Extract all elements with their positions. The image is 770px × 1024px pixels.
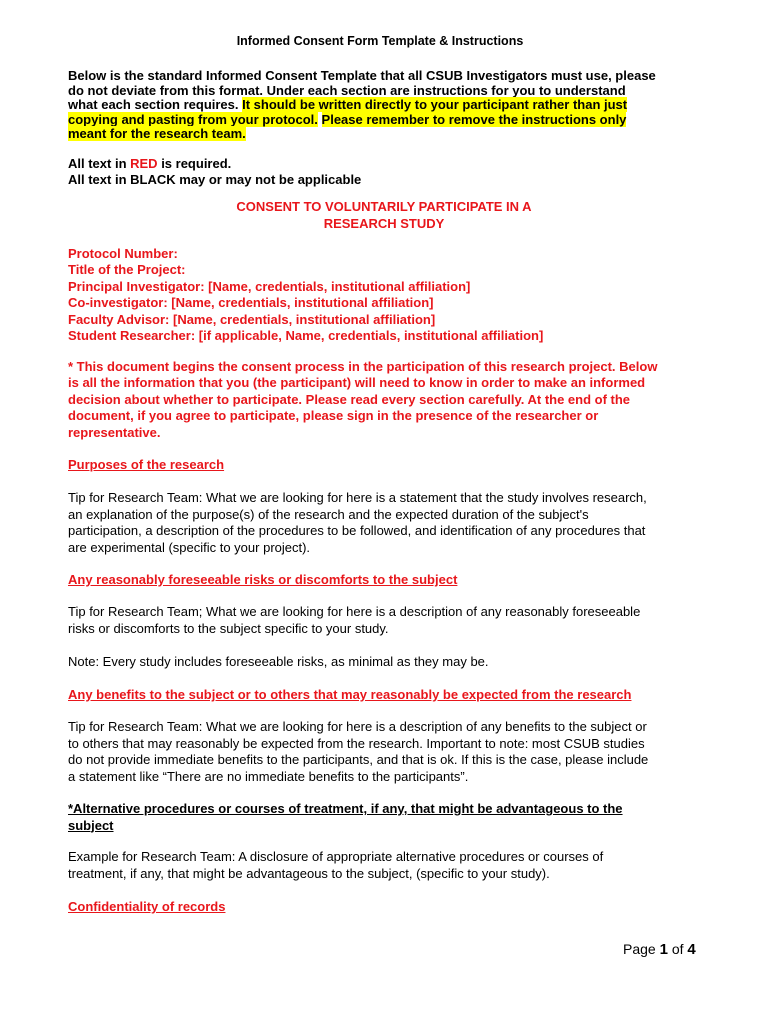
total-pages: 4 <box>687 941 696 958</box>
intro-line <box>68 113 708 128</box>
heading-line: subject <box>68 817 114 833</box>
protocol-info <box>68 246 708 344</box>
risks-note: Note: Every study includes foreseeable risks, as minimal as they may be. <box>68 654 489 669</box>
tip-line: do not provide immediate benefits to the participants, and that is ok. If this is the case, please include <box>68 752 649 767</box>
project-title: Title of the Project: <box>68 262 186 278</box>
notice-line: * This document begins the consent process in the participation of this research project. Below <box>68 359 658 374</box>
legend-red-word: RED <box>130 156 158 171</box>
alternatives-heading <box>68 801 708 834</box>
faculty-advisor: Faculty Advisor: [Name, credentials, institutional affiliation] <box>68 311 436 327</box>
tip-line: Tip for Research Team: What we are looking for here is a description of any benefits to the subject or <box>68 719 647 734</box>
consent-title-line: CONSENT TO VOLUNTARILY PARTICIPATE IN A <box>236 199 532 214</box>
tip-line: Tip for Research Team: What we are looking for here is a statement that the study involves research, <box>68 490 647 505</box>
intro-line: what each section requires. It should be written directly to your participant rather than just <box>68 97 628 113</box>
purposes-heading: Purposes of the research <box>68 457 225 472</box>
notice-line: decision about whether to participate. Please read every section carefully. At the end of the <box>68 391 631 407</box>
intro-paragraph <box>68 69 708 142</box>
co-investigator: Co-investigator: [Name, credentials, institutional affiliation] <box>68 295 434 311</box>
highlighted-instruction: It should be written directly to your participant rather than just <box>242 97 628 113</box>
tip-line: participation, a description of the procedures to be followed, and identification of any procedures that <box>68 523 646 538</box>
color-legend <box>68 156 708 188</box>
tip-line: an explanation of the purpose(s) of the research and the expected duration of the subject's <box>68 506 589 522</box>
heading-line: *Alternative procedures or courses of treatment, if any, that might be advantageous to the <box>68 801 623 816</box>
tip-line: are experimental (specific to your project). <box>68 539 311 555</box>
intro-line <box>68 127 708 142</box>
purposes-tip <box>68 490 708 556</box>
notice-line: document, if you agree to participate, please sign in the presence of the researcher or <box>68 408 599 424</box>
legend-black-line: All text in BLACK may or may not be applicable <box>68 172 362 187</box>
participant-notice <box>68 359 708 441</box>
tip-line: to others that may reasonably be expected from the research. Important to note: most CSUB studies <box>68 735 645 751</box>
page-footer <box>623 941 696 958</box>
tip-line: Tip for Research Team; What we are looking for here is a description of any reasonably foreseeable <box>68 604 641 619</box>
tip-line: a statement like “There are no immediate benefits to the participants”. <box>68 768 469 784</box>
notice-line: is all the information that you (the participant) will need to know in order to make an informed <box>68 375 646 391</box>
intro-line: do not deviate from this format. Under each section are instructions for you to understand <box>68 82 626 98</box>
document-header: Informed Consent Form Template & Instructions <box>236 34 524 48</box>
highlighted-instruction: copying and pasting from your protocol. <box>68 111 318 127</box>
benefits-tip <box>68 719 708 785</box>
example-line: Example for Research Team: A disclosure of appropriate alternative procedures or courses of <box>68 849 604 864</box>
of-label: of <box>667 941 688 957</box>
notice-line: representative. <box>68 424 161 440</box>
risks-heading: Any reasonably foreseeable risks or discomforts to the subject <box>68 572 458 587</box>
risks-tip <box>68 604 708 637</box>
principal-investigator: Principal Investigator: [Name, credentials, institutional affiliation] <box>68 278 471 294</box>
page-label: Page <box>623 941 660 957</box>
student-researcher: Student Researcher: [if applicable, Name, credentials, institutional affiliation] <box>68 328 544 344</box>
protocol-number: Protocol Number: <box>68 246 178 261</box>
page-number: 1 <box>659 941 668 958</box>
intro-line: Below is the standard Informed Consent Template that all CSUB Investigators must use, please <box>68 68 656 83</box>
highlighted-instruction: meant for the research team. <box>68 126 246 142</box>
tip-line: risks or discomforts to the subject specific to your study. <box>68 620 389 636</box>
highlighted-instruction: Please remember to remove the instructions only <box>321 111 627 127</box>
benefits-heading: Any benefits to the subject or to others that may reasonably be expected from the research <box>68 687 632 702</box>
example-line: treatment, if any, that might be advantageous to the subject, (specific to your study). <box>68 865 550 881</box>
consent-title-line: RESEARCH STUDY <box>323 215 445 231</box>
alternatives-example <box>68 849 708 882</box>
consent-title <box>68 199 700 232</box>
confidentiality-heading: Confidentiality of records <box>68 899 226 914</box>
legend-red-line: All text in RED is required. <box>68 156 232 171</box>
